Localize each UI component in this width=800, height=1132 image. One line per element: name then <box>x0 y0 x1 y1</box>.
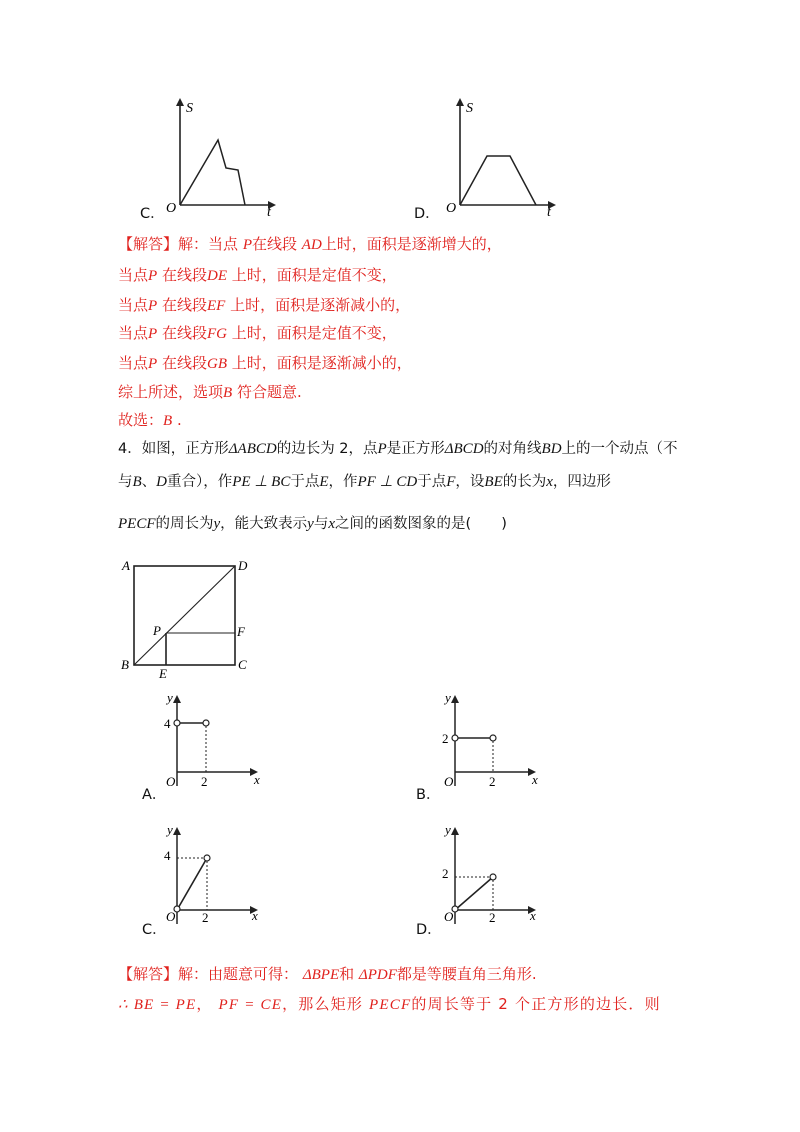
option-c-segment <box>177 858 207 910</box>
square-figure <box>118 556 258 681</box>
question4-line-1: 4．如图，正方形ΔABCD的边长为 2，点P是正方形ΔBCD的对角线BD上的一个动点（不 <box>118 441 678 457</box>
question4-line-3: PECF的周长为y，能大致表示y与x之间的函数图象的是( ) <box>118 516 507 532</box>
option-d-y-value: 2 <box>442 866 449 881</box>
option-d-label: D． <box>416 922 442 938</box>
point-p: P <box>153 623 161 638</box>
vertex-a: A <box>122 558 130 573</box>
graph-c-x-label: t <box>267 205 271 220</box>
graph-c-option: C． <box>140 206 165 222</box>
graph-d-curve <box>460 156 536 205</box>
option-c-y: y <box>167 822 173 837</box>
solution1-line-5: 当点P 在线段GB 上时，面积是逐渐减小的， <box>118 354 412 372</box>
option-b-x: x <box>532 772 538 787</box>
option-a-y: y <box>167 690 173 705</box>
option-c-x: x <box>252 908 258 923</box>
diagonal-bd <box>134 566 235 665</box>
option-b-x-value: 2 <box>489 774 496 789</box>
option-d-x: x <box>530 908 536 923</box>
option-b-label: B． <box>416 787 441 803</box>
option-d-x-value: 2 <box>489 910 496 925</box>
vertex-b: B <box>121 657 129 672</box>
option-a-x: x <box>254 772 260 787</box>
option-c-graph <box>150 820 270 925</box>
solution-tag: 【解答】 <box>118 965 179 983</box>
graph-c-y-label: S <box>186 101 193 116</box>
option-a-label: A． <box>142 787 167 803</box>
option-d-origin: O <box>444 909 454 924</box>
option-a-graph <box>150 688 270 793</box>
point-e: E <box>159 666 167 681</box>
option-a-y-value: 4 <box>164 716 171 731</box>
solution2-line-1: 【解答】解：由题意可得： ΔBPE和 ΔPDF都是等腰直角三角形. <box>118 965 537 983</box>
option-a-origin: O <box>166 774 176 789</box>
solution1-line-3: 当点P 在线段EF 上时，面积是逐渐减小的， <box>118 296 411 314</box>
option-c-label: C． <box>142 922 167 938</box>
graph-c-curve <box>180 140 245 205</box>
vertex-c: C <box>238 657 247 672</box>
option-b-y: y <box>445 690 451 705</box>
graph-d-option: D． <box>414 206 440 222</box>
point-f: F <box>237 624 245 639</box>
graph-d-y-label: S <box>466 101 473 116</box>
graph-d-x-label: t <box>547 205 551 220</box>
solution1-line-2: 当点P 在线段DE 上时，面积是定值不变， <box>118 266 397 284</box>
option-c-origin: O <box>166 909 176 924</box>
option-c-x-value: 2 <box>202 910 209 925</box>
solution1-summary: 综上所述，选项B 符合题意. <box>118 383 302 401</box>
vertex-d: D <box>238 558 248 573</box>
question4-line-2: 与B、D重合），作PE ⊥ BC于点E，作PF ⊥ CD于点F，设BE的长为x，四边形 <box>118 474 611 490</box>
option-b-y-value: 2 <box>442 731 449 746</box>
solution1-answer: 故选：B . <box>118 411 182 429</box>
option-a-x-value: 2 <box>201 774 208 789</box>
option-b-graph <box>428 688 548 793</box>
solution-tag: 【解答】 <box>118 235 179 253</box>
option-d-graph <box>428 820 548 925</box>
solution1-line-1: 【解答】解：当点 P在线段 AD上时，面积是逐渐增大的， <box>118 235 502 253</box>
graph-c-origin: O <box>166 201 177 216</box>
graph-d-origin: O <box>446 201 457 216</box>
solution2-line-2: ∴ BE = PE， PF = CE，那么矩形 PECF的周长等于 2 个正方形的边长．则 <box>118 995 661 1013</box>
option-d-y: y <box>445 822 451 837</box>
option-c-y-value: 4 <box>164 848 171 863</box>
solution1-line-4: 当点P 在线段FG 上时，面积是定值不变， <box>118 324 397 342</box>
option-d-segment <box>455 877 493 910</box>
option-b-origin: O <box>444 774 454 789</box>
